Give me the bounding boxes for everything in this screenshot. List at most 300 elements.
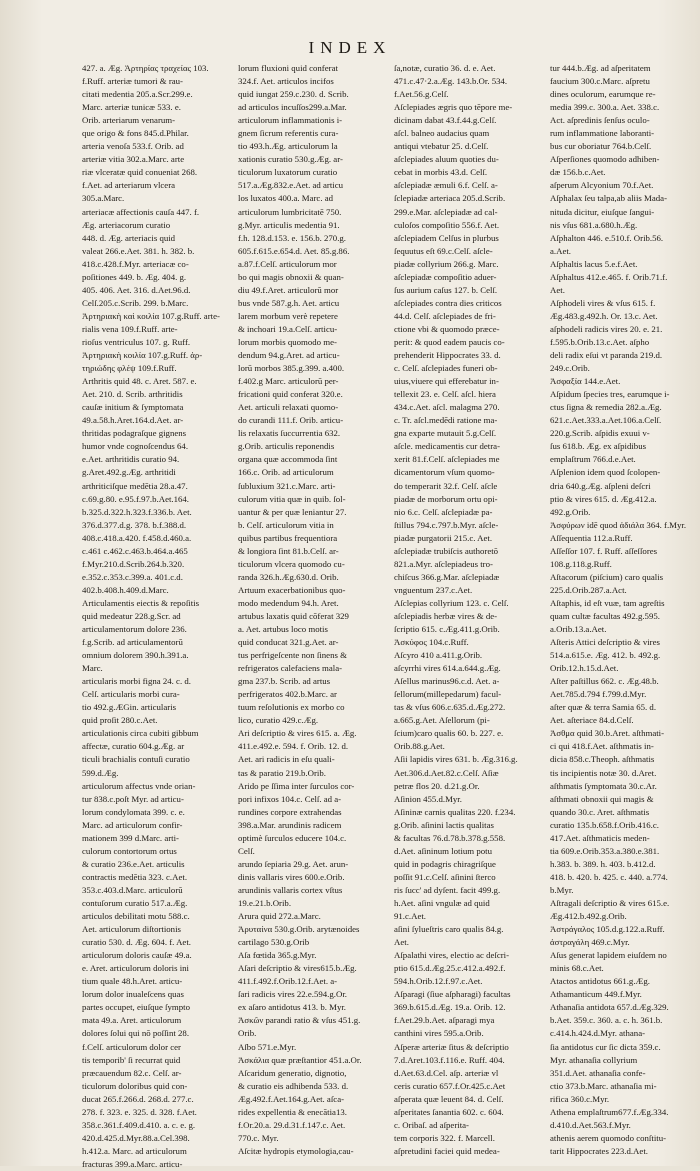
index-line: 49.a.58.h.Aret.164.d.Aet. ar- bbox=[82, 415, 184, 426]
index-line: Aet. aſteriace 84.d.Celſ. bbox=[550, 715, 634, 726]
index-line: curatio 530. d. Æg. 604. f. Aet. bbox=[82, 937, 191, 948]
index-line: aſpretudini faciei quid medea- bbox=[394, 1145, 500, 1156]
index-line: artubus laxatis quid cōferat 329 bbox=[238, 610, 349, 621]
index-line: Articulamentis eiectis & repoſitis bbox=[82, 597, 200, 608]
index-line: Aet.785.d.794 f.799.d.Myr. bbox=[550, 689, 647, 700]
index-line: tur 838.c.poſt Myr. ad articu- bbox=[82, 793, 184, 804]
index-line: 417.Aet. aſthmaticis meden- bbox=[550, 832, 650, 843]
index-line: nituda dicitur, eiuſque ſangui- bbox=[550, 206, 655, 217]
index-line: 108.g.118.g.Ruff. bbox=[550, 558, 612, 569]
index-line: rides expellentia & enecātia13. bbox=[238, 1106, 347, 1117]
index-line: aſthmatis ſymptomata 30.c.Ar. bbox=[550, 780, 657, 791]
index-line: Aſinion 455.d.Myr. bbox=[394, 793, 462, 804]
index-line: contuſorum curatio 517.a.Æg. bbox=[82, 898, 188, 908]
index-line: 448. d. Æg. arteriacis quid bbox=[82, 232, 176, 243]
index-line: quid medeatur 228.g.Scr. ad bbox=[82, 610, 181, 621]
index-line: d.Aet.63.d.Cel. aſp. arteriæ vl bbox=[394, 1067, 499, 1078]
index-line: ſa,notæ, curatio 36. d. e. Aet. bbox=[394, 63, 496, 73]
index-line: h.412.a. Marc. ad articulorum bbox=[82, 1145, 187, 1156]
index-line: f.g.Scrib. ad articulamentorū bbox=[82, 637, 183, 648]
index-line: minis 68.c.Aet. bbox=[550, 963, 604, 974]
index-line: refrigeratos calefaciens mala- bbox=[238, 663, 343, 674]
index-line: b. Celſ. articulorum vitia in bbox=[238, 519, 334, 530]
index-line: Ἀσθμα quid 30.b.Aret. aſthmati- bbox=[550, 728, 665, 739]
index-line: ticulorum luxatorum curatio bbox=[238, 167, 338, 178]
index-line: Aet. articulorum diſtortionis bbox=[82, 924, 181, 935]
index-line: Aſus generat lapidem eiuſdem no bbox=[550, 950, 667, 961]
index-line: nis vſus 681.a.680.h.Æg. bbox=[550, 219, 638, 230]
index-line: 220.g.Scrib. aſpidis exuui v- bbox=[550, 428, 650, 439]
index-line: Ἀσκῶν parandi ratio & vſus 451.g. bbox=[238, 1015, 361, 1026]
index-line: ticulorum doloribus quid con- bbox=[82, 1080, 188, 1091]
index-line: ducat 265.f.266.d. 268.d. 277.c. bbox=[82, 1093, 194, 1104]
index-line: Arido pe ſſima inter ſurculos cor- bbox=[238, 780, 355, 791]
index-line: Aſari deſcriptio & vires615.b.Æg. bbox=[238, 963, 357, 974]
index-line: cartilago 530.g.Orib bbox=[238, 937, 310, 948]
index-line: rialis vena 109.f.Ruff. arte- bbox=[82, 323, 178, 334]
index-line: dria 640.g.Æg. aſpleni deſcri bbox=[550, 480, 651, 491]
index-line: Aſininæ carnis qualitas 220. f.234. bbox=[394, 806, 516, 817]
index-line: dicamentorum vſum quomo- bbox=[394, 467, 495, 478]
index-line: e.Aet. arthritidis curatio 94. bbox=[82, 454, 180, 465]
index-line: g.Myr. articulis medentia 91. bbox=[238, 219, 340, 230]
index-column-4 bbox=[550, 62, 696, 1158]
index-line: g.Orib. aſinini lactis qualitas bbox=[394, 819, 494, 830]
index-line: ptio & vires 615. d. Æg.412.a. bbox=[550, 493, 657, 504]
index-line: Arthritis quid 48. c. Aret. 587. e. bbox=[82, 376, 197, 387]
index-line: 420.d.425.d.Myr.88.a.Cel.398. bbox=[82, 1132, 190, 1143]
index-line: cauſæ initium & ſymptomata bbox=[82, 402, 184, 413]
index-line: Orib. arteriarum venarum- bbox=[82, 115, 176, 126]
index-line: 278. f. 323. e. 325. d. 328. f.Aet. bbox=[82, 1106, 197, 1117]
index-line: aſclepiades aluum quoties du- bbox=[394, 154, 499, 165]
index-line: Marc. bbox=[82, 663, 103, 674]
index-line: c.461 c.462.c.463.b.464.a.465 bbox=[82, 545, 188, 556]
index-line: ad articulos incuſſos299.a.Mar. bbox=[238, 102, 347, 113]
index-line: ſcriptio 615. c.Æg.411.g.Orib. bbox=[394, 624, 500, 635]
index-line: Aſtacorum (piſcium) caro qualis bbox=[550, 571, 664, 582]
index-line: c. Tr. aſcl.medēdi ratione ma- bbox=[394, 415, 498, 426]
index-line: 249.c.Orib. bbox=[550, 363, 590, 374]
index-line: ris ſucc' ad dyſent. facit 499.g. bbox=[394, 884, 501, 895]
index-line: 599.d.Æg. bbox=[82, 767, 119, 778]
index-line: do curandi 111.f. Orib. articu- bbox=[238, 415, 344, 426]
index-line: culorum contortorum ortus bbox=[82, 845, 177, 856]
index-line: 621.c.Aet.333.a.Aet.106.a.Celſ. bbox=[550, 415, 662, 426]
index-line: Æg. arteriacorum curatio bbox=[82, 219, 171, 230]
index-line: Ἀσκάλια quæ præſtantior 451.a.Or. bbox=[238, 1054, 362, 1065]
index-line: ci qui 418.f.Aet. aſthmatis in- bbox=[550, 741, 654, 752]
index-line: Celſ.205.c.Scrib. 299. b.Marc. bbox=[82, 297, 189, 308]
index-line: Aſphalax ſeu talpa,ab aliis Mada- bbox=[550, 193, 668, 204]
index-line: aſter quæ & terra Samia 65. d. bbox=[550, 702, 657, 713]
index-line: aſphodeli radicis vires 20. e. 21. bbox=[550, 323, 663, 334]
index-line: ſia antidotus cur ſic dicta 359.c. bbox=[550, 1041, 661, 1052]
index-line: bus cur oboriatur 764.b.Celſ. bbox=[550, 141, 652, 152]
index-line: aſperum Alcyonium 70.f.Aet. bbox=[550, 180, 654, 191]
index-line: 408.c.418.a.420. f.458.d.460.a. bbox=[82, 532, 192, 543]
index-line: Arura quid 272.a.Marc. bbox=[238, 911, 321, 922]
index-line: poſſit 91.c.Celſ. aſinini ſterco bbox=[394, 871, 496, 882]
index-line: Aet. articuli relaxati quomo- bbox=[238, 402, 339, 413]
index-line: Celſ. bbox=[238, 845, 255, 856]
index-line: culoſos compoſitio 556.f. Aet. bbox=[394, 219, 500, 230]
index-line: quibus partibus frequentiora bbox=[238, 532, 338, 543]
index-line: quando 30.c. Aret. aſthmatis bbox=[550, 806, 650, 817]
index-line: f.Or.20.a. 29.d.31.f.147.c. Aet. bbox=[238, 1119, 346, 1130]
index-line: aſperata quæ leuent 84. d. Celſ. bbox=[394, 1093, 504, 1104]
index-line: 418. b. 420. b. 425. c. 440. a.774. bbox=[550, 871, 668, 882]
index-line: xationis curatio 530.g.Æg. ar- bbox=[238, 154, 343, 165]
index-column-2 bbox=[238, 62, 384, 1158]
index-line: bus vnde 587.g.h. Aet. articu bbox=[238, 297, 340, 308]
index-line: omnium dolorem 390.h.391.a. bbox=[82, 650, 189, 661]
index-line: ceris curatio 657.f.Or.425.c.Aet bbox=[394, 1080, 506, 1091]
index-line: prehenderit Hippocrates 33. d. bbox=[394, 350, 501, 361]
index-line: Aſter paſtillus 662. c. Æg.48.b. bbox=[550, 676, 659, 687]
index-line: randa 326.h.Æg.630.d. Orib. bbox=[238, 571, 339, 582]
index-line: quid iungat 259.c.230. d. Scrib. bbox=[238, 89, 349, 100]
index-line: 376.d.377.d.g. 378. b.f.388.d. bbox=[82, 519, 187, 530]
index-line: canthini vires 595.a.Orib. bbox=[394, 1028, 484, 1039]
index-line: tur 444.b.Æg. ad aſperitatem bbox=[550, 63, 651, 73]
index-line: c.414.h.424.d.Myr. athana- bbox=[550, 1028, 646, 1039]
index-line: rioſus ventriculus 107. g. Ruff. bbox=[82, 336, 191, 347]
index-line: quid in podagris chiragriſque bbox=[394, 858, 496, 869]
index-line: fricationi quid conferat 320.e. bbox=[238, 389, 343, 400]
index-line: & curatio eis adhibenda 533. d. bbox=[238, 1080, 349, 1091]
index-line: athenis aerem quomodo conſtitu- bbox=[550, 1132, 667, 1143]
index-line: 434.c.Aet. aſcl. malagma 270. bbox=[394, 402, 500, 413]
index-line: uius,viuere qui efferebatur in- bbox=[394, 376, 499, 387]
index-line: rum inflammatione laboranti- bbox=[550, 128, 655, 139]
index-line: gnem ſicrum referentis cura- bbox=[238, 128, 339, 139]
index-line: tium quale 48.h.Aret. articu- bbox=[82, 976, 183, 987]
index-line: d.Aet. aſininum lotium potu bbox=[394, 845, 492, 856]
index-line: e. Aret. articulorum doloris ini bbox=[82, 963, 190, 974]
index-line: Aſellus marinus96.c.d. Aet. a- bbox=[394, 676, 500, 687]
index-line: Aſphaltis lacus 5.e.f.Aet. bbox=[550, 258, 638, 269]
index-line: dendum 94.g.Aret. ad articu- bbox=[238, 350, 340, 361]
index-line: dinis vallaris vires 600.e.Orib. bbox=[238, 871, 345, 882]
index-line: Aſparagi (ſiue aſpharagi) facultas bbox=[394, 989, 511, 1000]
index-line: & inchoari 19.a.Celſ. articu- bbox=[238, 323, 338, 334]
index-line: cebat in morbis 43.d. Celſ. bbox=[394, 167, 488, 178]
index-line: arundinis vallaris cortex vſtus bbox=[238, 884, 343, 895]
index-line: affectæ, curatio 604.g.Æg. ar bbox=[82, 741, 185, 752]
index-line: 418.c.428.f.Myr. arteriacæ co- bbox=[82, 258, 189, 269]
index-line: articularis morbi figna 24. c. d. bbox=[82, 676, 191, 687]
index-line: fracturas 399.a.Marc. articu- bbox=[82, 1158, 183, 1169]
index-line: Ἀστράγαλος 105.d.g.122.a.Ruff. bbox=[550, 924, 665, 935]
index-line: citati medentia 205.a.Scr.299.e. bbox=[82, 89, 193, 100]
index-line: Marc. arteriæ tunicæ 533. e. bbox=[82, 102, 181, 113]
index-line: rundines corpore extrahendas bbox=[238, 806, 342, 817]
index-line: thritidas podagraſque gignens bbox=[82, 428, 187, 439]
index-line: nio 6.c. Celſ. aſclepiadæ pa- bbox=[394, 506, 493, 517]
index-line: & longiora ſint 81.b.Celſ. ar- bbox=[238, 545, 339, 556]
index-line: 166.c. Orib. ad articulorum bbox=[238, 467, 334, 478]
index-line: piadæ de morborum ortu opi- bbox=[394, 493, 498, 504]
index-line: 605.f.615.e.654.d. Aet. 85.g.86. bbox=[238, 245, 350, 256]
index-line: Æg.412.b.492.g.Orib. bbox=[550, 911, 627, 922]
index-line: 324.f. Aet. articulos incifos bbox=[238, 76, 334, 87]
index-line: antiqui vtebatur 25. d.Celſ. bbox=[394, 141, 489, 152]
index-line: Aſbo 571.e.Myr. bbox=[238, 1041, 297, 1052]
index-line: contractis medētia 323. c.Aet. bbox=[82, 871, 188, 882]
index-line: faucium 300.c.Marc. aſpretu bbox=[550, 76, 650, 87]
index-line: vnguentum 237.c.Aet. bbox=[394, 584, 473, 595]
index-line: Aet.306.d.Aet.82.c.Celſ. Aſiæ bbox=[394, 767, 499, 778]
index-line: 91.c.Aet. bbox=[394, 911, 427, 922]
index-line: Ἀρυταίνα 530.g.Orib. arytænoides bbox=[238, 924, 360, 935]
index-line: Ari deſcriptio & vires 615. a. Æg. bbox=[238, 728, 357, 739]
index-line: tas & vſus 606.c.635.d.Æg.272. bbox=[394, 702, 506, 713]
index-line: arundo ſepiaria 29.g. Aet. arun- bbox=[238, 858, 349, 869]
index-line: h.Aet. aſini vngulæ ad quid bbox=[394, 898, 490, 908]
index-line: piadæ purgatorii 215.c. Aet. bbox=[394, 532, 493, 543]
index-line: Orib.12.h.15.d.Aet. bbox=[550, 663, 619, 674]
index-line: præcauendum 82.c. Celſ. ar- bbox=[82, 1067, 182, 1078]
index-line: Athamanticum 449.f.Myr. bbox=[550, 989, 642, 1000]
index-line: los luxatos 400.a. Marc. ad bbox=[238, 193, 334, 204]
index-line: ſtillus 794.c.797.b.Myr. aſcle- bbox=[394, 519, 499, 530]
index-line: c. Oribaſ. ad aſperita- bbox=[394, 1119, 469, 1130]
index-line: 402.b.408.h.409.d.Marc. bbox=[82, 584, 169, 595]
index-line: ſequutus eſt 69.c.Celſ. aſcle- bbox=[394, 245, 493, 256]
index-line: ticuli brachialis contuſi curatio bbox=[82, 754, 190, 765]
index-line: aſclepiadis herbæ vires & de- bbox=[394, 610, 498, 621]
index-line: ſari radicis vires 22.e.594.g.Or. bbox=[238, 989, 347, 1000]
index-column-3 bbox=[394, 62, 540, 1158]
index-line: emplaſtrum 766.d.e.Aet. bbox=[550, 454, 636, 465]
index-line: f.Aet.29.b.Aet. aſparagi mya bbox=[394, 1015, 495, 1026]
index-line: dicia 858.c.Theoph. aſthmatis bbox=[550, 754, 655, 765]
index-line: Aet. 210. d. Scrib. arthritidis bbox=[82, 389, 183, 400]
index-line: ſus aurium caſus 127. b. Celſ. bbox=[394, 284, 498, 295]
index-line: culorum vitia quæ in quib. ſol- bbox=[238, 493, 346, 504]
index-line: mata 49.a. Aret. articulorum bbox=[82, 1015, 182, 1026]
index-line: Myr. athanaſia collyrium bbox=[550, 1054, 638, 1065]
index-line: c.69.g.80. e.95.f.97.b.Aet.164. bbox=[82, 493, 190, 504]
index-line: f.402.g Marc. articulorū per- bbox=[238, 376, 339, 387]
index-line: tio 493.h.Æg. articulorum la bbox=[238, 141, 338, 152]
index-line: lorū morbos 385.g.399. a.400. bbox=[238, 363, 345, 374]
index-line: tis incipientis notæ 30. d.Aret. bbox=[550, 767, 657, 778]
index-line: Artuum exacerbationibus quo- bbox=[238, 584, 346, 595]
index-line: Aſperſiones quomodo adhiben- bbox=[550, 154, 660, 165]
index-line: aſcl. balneo audacius quam bbox=[394, 128, 490, 139]
index-line: tarit Hippocrates 223.d.Aet. bbox=[550, 1145, 648, 1156]
index-line: dicinam dabat 43.f.44.g.Celſ. bbox=[394, 115, 497, 126]
index-line: tuum reſolutionis ex morbo co bbox=[238, 702, 345, 713]
index-line: 358.c.361.f.409.d.410. a. c. e. g. bbox=[82, 1119, 196, 1130]
index-line: aſini ſylueſtris caro qualis 84.g. bbox=[394, 924, 504, 935]
index-line: 7.d.Aret.103.f.116.e. Ruff. 404. bbox=[394, 1054, 505, 1065]
index-line: uantur & per quæ leniantur 27. bbox=[238, 506, 347, 517]
index-line: Celſ. articularis morbi cura- bbox=[82, 689, 180, 700]
index-line: organa quæ accommoda ſint bbox=[238, 454, 338, 465]
index-line: b.325.d.322.h.323.f.336.b. Aet. bbox=[82, 506, 192, 517]
index-line: mationem 399 d.Marc. arti- bbox=[82, 832, 179, 843]
index-line: diu 49.f.Aret. articulorū mor bbox=[238, 284, 339, 295]
index-line: Aſperæ arteriæ ſitus & deſcriptio bbox=[394, 1041, 509, 1052]
index-line: e.352.c.353.c.399.a. 401.c.d. bbox=[82, 571, 183, 582]
index-line: a.665.g.Aet. Aſellorum (pi- bbox=[394, 715, 490, 726]
index-line: Aſpidum ſpecies tres, earumque i- bbox=[550, 389, 670, 400]
index-line: xerit 81.f.Celſ. aſclepiades me bbox=[394, 454, 500, 465]
index-line: larem morbum verè repetere bbox=[238, 310, 338, 321]
index-line: 351.d.Aet. athanaſia confe- bbox=[550, 1067, 646, 1078]
index-line: ticulorum vlcera quomodo cu- bbox=[238, 558, 345, 569]
index-line: b.Myr. bbox=[550, 884, 574, 895]
index-line: Æg.492.f.Aet.164.g.Aet. aſca- bbox=[238, 1093, 345, 1104]
index-line: piadæ collyrium 266.g. Marc. bbox=[394, 258, 499, 269]
index-line: aſclepiadæ compoſitio aduer- bbox=[394, 271, 497, 282]
index-line: Aſcitæ hydropis etymologia,cau- bbox=[238, 1145, 354, 1156]
index-column-1 bbox=[82, 62, 228, 1169]
index-line: ſus 618.b. Æg. ex aſpidibus bbox=[550, 441, 647, 452]
index-line: tus perfrigeſcente non ſinens & bbox=[238, 650, 347, 661]
index-line: articulamentorum dolore 236. bbox=[82, 624, 187, 635]
index-line: Aſclepias collyrium 123. c. Celſ. bbox=[394, 597, 509, 608]
index-line: Act. aſpredinis ſenſus oculo- bbox=[550, 115, 650, 126]
index-line: b.Aet. 359.c. 360. a. c. h. 361.b. bbox=[550, 1015, 663, 1026]
index-line: lorum fluxioni quid conferat bbox=[238, 63, 338, 73]
index-line: Aet. bbox=[394, 937, 409, 948]
index-line: Atactos antidotus 661.g.Æg. bbox=[550, 976, 650, 987]
index-line: & curatio 236.e.Aet. articulis bbox=[82, 858, 185, 869]
index-line: humor vnde cognoſcendus 64. bbox=[82, 441, 189, 452]
index-line: ctione vbi & quomodo præce- bbox=[394, 323, 500, 334]
index-line: poſitiones 449. b. Æg. 404. g. bbox=[82, 271, 187, 282]
index-line: ex aſaro antidotus 413. b. Myr. bbox=[238, 1002, 346, 1013]
index-line: lorum dolor inualeſcens quas bbox=[82, 989, 184, 1000]
index-line: g.Aret.492.g.Æg. arthritidi bbox=[82, 467, 176, 478]
index-line: 411.e.492.e. 594. f. Orib. 12. d. bbox=[238, 741, 349, 752]
index-line: quam cultæ facultas 492.g.595. bbox=[550, 610, 660, 621]
index-line: Aſphalton 446. e.510.f. Orib.56. bbox=[550, 232, 664, 243]
index-line: tellexit 23. e. Celſ. aſcl. hiera bbox=[394, 389, 496, 400]
page-header: INDEX bbox=[308, 38, 392, 57]
index-line: perit: & quod eadem paucis co- bbox=[394, 336, 505, 347]
index-line: 299.e.Mar. aſclepiadæ ad cal- bbox=[394, 206, 498, 217]
index-line: f.595.b.Orib.13.c.Aet. aſpho bbox=[550, 336, 650, 347]
index-line: articulos debilitati motu 588.c. bbox=[82, 911, 190, 922]
index-line: g.Orib. articulis reponendis bbox=[238, 441, 335, 452]
index-line: articulorum lumbricitatē 750. bbox=[238, 206, 342, 217]
index-line: d.410.d.Aet.563.f.Myr. bbox=[550, 1119, 631, 1130]
index-line: articulationis circa cubiti gibbum bbox=[82, 728, 199, 739]
index-line: τηριώδης φλέψ 109.f.Ruff. bbox=[82, 363, 177, 374]
index-line: Ἀρτηριακὴ κοιλία 107.g.Ruff. ἀρ- bbox=[82, 350, 203, 361]
index-line: do temperarit 32.f. Celſ. aſcle bbox=[394, 480, 498, 491]
index-line: pori infixos 104.c. Celſ. ad a- bbox=[238, 793, 342, 804]
index-line: Aſa fœtida 365.g.Myr. bbox=[238, 950, 317, 961]
index-line: ptio 615.d.Æg.25.c.412.a.492.f. bbox=[394, 963, 506, 974]
index-line: articulorum affectus vnde orian- bbox=[82, 780, 196, 791]
index-line: c. Celſ. aſclepiades funeri ob- bbox=[394, 363, 498, 374]
index-line: Aſphodeli vires & vſus 615. f. bbox=[550, 297, 656, 308]
index-line: aſthmati obnoxii qui magis & bbox=[550, 793, 654, 804]
index-line: perfrigeratos 402.b.Marc. ar bbox=[238, 689, 337, 700]
index-line: chiſcus 366.g.Mar. aſclepiadæ bbox=[394, 571, 500, 582]
index-line: Aſſeſſor 107. f. Ruff. aſſeſſores bbox=[550, 545, 658, 556]
index-line: valeat 266.e.Aet. 381. h. 382. b. bbox=[82, 245, 195, 256]
index-line: h.383. b. 389. h. 403. b.412.d. bbox=[550, 858, 656, 869]
index-line: aſclepiadem Celſus in plurbus bbox=[394, 232, 499, 243]
index-line: Aſii lapidis vires 631. b. Æg.316.g. bbox=[394, 754, 518, 765]
index-line: lis relaxatis ſuccurrentia 632. bbox=[238, 428, 341, 439]
index-line: 411.f.492.f.Orib.12.f.Aet. a- bbox=[238, 976, 338, 987]
index-line: Aſplenion idem quod ſcolopen- bbox=[550, 467, 661, 478]
index-line: quid proſit 280.c.Aet. bbox=[82, 715, 158, 726]
index-line: f.Myr.210.d.Scrib.264.b.320. bbox=[82, 558, 185, 569]
index-line: Athanaſia antidota 657.d.Æg.329. bbox=[550, 1002, 669, 1013]
index-line: optimè ſurculos educere 104.c. bbox=[238, 832, 347, 843]
index-line: dæ 156.b.c.Aet. bbox=[550, 167, 606, 178]
index-line: Aſtragali deſcriptio & vires 615.e. bbox=[550, 898, 670, 908]
index-line: 44.d. Celſ. aſclepiades de fri- bbox=[394, 310, 496, 321]
index-line: Aſclepiades ægris quo tēpore me- bbox=[394, 102, 513, 113]
index-line: Aſphaltus 412.e.465. f. Orib.71.f. bbox=[550, 271, 668, 282]
index-line: articulorum inflammationis i- bbox=[238, 115, 343, 126]
index-line: Ἀσκύφος 104.c.Ruff. bbox=[394, 637, 469, 648]
index-line: ἀστραγάλη 469.c.Myr. bbox=[550, 937, 630, 948]
index-line: Orib.88.g.Aet. bbox=[394, 741, 445, 752]
index-line: aſcyrrhi vires 614.a.644.g.Æg. bbox=[394, 663, 501, 674]
index-line: riæ vlceratæ quid conueniat 268. bbox=[82, 167, 198, 178]
index-line: aſclepiades contra dies criticos bbox=[394, 297, 502, 308]
index-line: tia 609.e.Orib.353.a.380.e.381. bbox=[550, 845, 660, 856]
index-line: 305.a.Marc. bbox=[82, 193, 125, 204]
index-line: dines oculorum, earumque re- bbox=[550, 89, 656, 100]
index-line: a.Orib.13.a.Aet. bbox=[550, 624, 607, 635]
index-line: Æg.483.g.492.h. Or. 13.c. Aet. bbox=[550, 310, 658, 321]
index-line: 821.a.Myr. aſclepiadeus tro- bbox=[394, 558, 493, 569]
index-line: 405. 406. Aet. 316. d.Aet.96.d. bbox=[82, 284, 191, 295]
index-line: quid conducat 321.g.Aet. ar- bbox=[238, 637, 339, 648]
index-line: a.87.f.Celſ. articulorum mor bbox=[238, 258, 337, 269]
index-line: aſperitates ſanantia 602. c. 604. bbox=[394, 1106, 504, 1117]
index-line: petræ flos 20. d.21.g.Or. bbox=[394, 780, 480, 791]
index-line: 369.b.615.d.Æg. 19.a. Orib. 12. bbox=[394, 1002, 506, 1013]
index-line: Aſcyro 410 a.411.g.Orib. bbox=[394, 650, 483, 661]
index-line: tis temporib' ſi recurrat quid bbox=[82, 1054, 181, 1065]
index-line: aſcle. medicamentis cur detra- bbox=[394, 441, 500, 452]
index-line: lorum morbis quomodo me- bbox=[238, 336, 337, 347]
index-line: 398.a.Mar. arundinis radicem bbox=[238, 819, 342, 830]
index-line: Ἀσφύρων idē quod ἀδιάλα 364. f.Myr. bbox=[550, 519, 687, 530]
index-line: lico, curatio 429.c.Æg. bbox=[238, 715, 319, 726]
index-line: Aſcaridum generatio, dignotio, bbox=[238, 1067, 347, 1078]
index-line: articulorum doloris cauſæ 49.a. bbox=[82, 950, 192, 961]
index-line: f.Celſ. articulorum dolor cer bbox=[82, 1041, 181, 1052]
index-line: rifica 360.c.Myr. bbox=[550, 1093, 610, 1104]
index-line: 19.e.21.b.Orib. bbox=[238, 898, 292, 908]
index-line: 514.a.615.e. Æg. 412. b. 492.g. bbox=[550, 650, 661, 661]
index-line: ctio 373.b.Marc. athanaſia mi- bbox=[550, 1080, 657, 1091]
index-line: 427. a. Æg. Ἀρτηρίας τραχείας 103. bbox=[82, 63, 209, 73]
index-line: 517.a.Æg.832.e.Aet. ad articu bbox=[238, 180, 344, 191]
index-line: ſubluxium 321.c.Marc. arti- bbox=[238, 480, 336, 491]
index-columns bbox=[82, 62, 696, 1169]
index-line: & facultas 76.d.78.b.378.g.558. bbox=[394, 832, 506, 843]
index-line: 492.g.Orib. bbox=[550, 506, 591, 517]
index-line: Aſpalathi vires, electio ac deſcri- bbox=[394, 950, 510, 961]
index-line: 225.d.Orib.287.a.Act. bbox=[550, 584, 627, 595]
index-line: arteria venoſa 533.f. Orib. ad bbox=[82, 141, 184, 152]
